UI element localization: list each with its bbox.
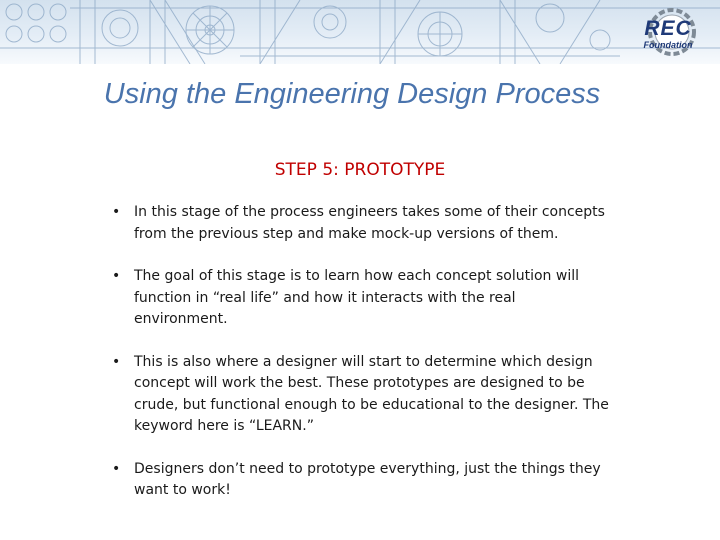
logo-subtitle: Foundation [643,40,693,50]
bullet-icon: • [112,353,121,370]
list-item [112,202,612,245]
bullet-text: Designers don’t need to prototype everything, just the things they want to work! [134,460,601,498]
bullet-icon: • [112,204,121,220]
rec-foundation-logo [628,6,708,58]
logo-name: REC [644,17,692,40]
bullet-list [112,202,612,523]
list-item [112,459,612,502]
list-item [112,266,612,331]
bullet-text: In this stage of the process engineers takes some of their concepts from the previous step and make mock-up versions of them. [134,204,605,242]
bullet-text: The goal of this stage is to learn how each concept solution will function in “real life” and how it interacts with the real environment. [134,268,579,327]
list-item [112,352,612,438]
bullet-text: This is also where a designer will start to determine which design concept will work the best. These prototypes are designed to be crude, but functional enough to be educational to the designer. The keyword here is “LEARN.” [134,353,609,434]
header-banner [0,0,720,64]
bullet-icon: • [112,268,121,284]
step-heading: STEP 5: PROTOTYPE [274,160,446,180]
bullet-icon: • [112,460,121,477]
blueprint-pattern [0,0,720,64]
slide-title: Using the Engineering Design Process [103,78,601,110]
